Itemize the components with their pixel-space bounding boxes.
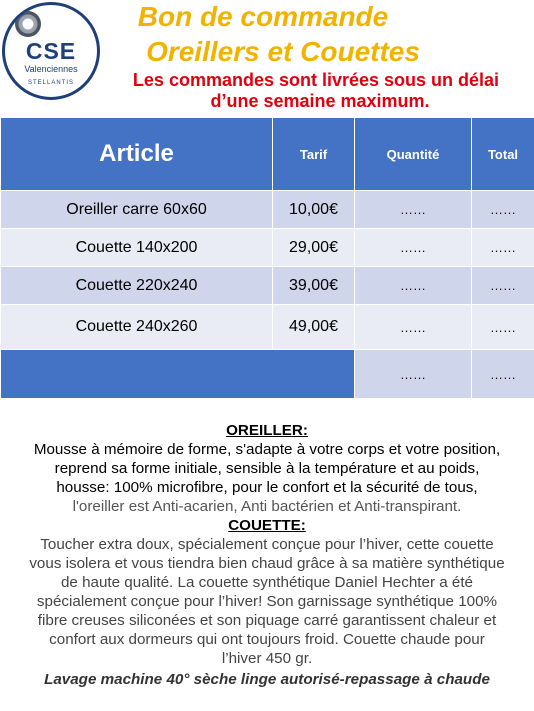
- couette-line: confort aux dormeurs qui ont toujours froid. Couette chaude pour: [49, 631, 485, 648]
- order-table: [0, 117, 534, 399]
- tarif-cell: 10,00€: [273, 191, 355, 229]
- article-cell: Couette 140x200: [1, 229, 273, 267]
- oreiller-line: Mousse à mémoire de forme, s'adapte à votre corps et votre position,: [33, 441, 501, 458]
- header-quantite: Quantité: [355, 118, 472, 191]
- delivery-notice-line1: Les commandes sont livrées sous un délai: [132, 70, 500, 90]
- oreiller-line: reprend sa forme initiale, sensible à la température et au poids,: [54, 460, 480, 477]
- total-field[interactable]: ……: [472, 229, 534, 267]
- logo-name: CSE: [25, 38, 77, 64]
- logo-city: Valenciennes: [24, 64, 78, 74]
- total-field[interactable]: ……: [472, 191, 534, 229]
- total-row-blank: [1, 350, 355, 399]
- couette-line: de haute qualité. La couette synthétique Daniel Hechter a été: [60, 574, 474, 591]
- care-instructions: Lavage machine 40° sèche linge autorisé-repassage à chaude: [44, 671, 490, 688]
- article-cell: Oreiller carre 60x60: [1, 191, 273, 229]
- page-title-line1: Bon de commande: [137, 1, 389, 32]
- cse-logo: [2, 2, 100, 100]
- couette-line: l’hiver 450 gr.: [221, 650, 313, 667]
- article-cell: Couette 220x240: [1, 267, 273, 305]
- table-row: [1, 191, 534, 229]
- couette-heading: COUETTE:: [228, 517, 306, 534]
- total-field[interactable]: ……: [472, 267, 534, 305]
- quantite-field[interactable]: ……: [355, 191, 472, 229]
- article-cell: Couette 240x260: [1, 305, 273, 350]
- tarif-cell: 29,00€: [273, 229, 355, 267]
- oreiller-line: housse: 100% microfibre, pour le confort et la sécurité de tous,: [56, 479, 478, 496]
- oreiller-heading: OREILLER:: [226, 422, 308, 439]
- table-row: [1, 229, 534, 267]
- header-article: Article: [1, 118, 273, 191]
- total-quantite-field[interactable]: ……: [355, 350, 472, 399]
- delivery-notice-line2: d’une semaine maximum.: [210, 91, 430, 111]
- header-total: Total: [472, 118, 534, 191]
- page-title-line2: Oreillers et Couettes: [146, 36, 420, 67]
- couette-line: spécialement conçue pour l’hiver! Son garnissage synthétique 100%: [36, 593, 498, 610]
- grand-total-field[interactable]: ……: [472, 350, 534, 399]
- table-row: [1, 267, 534, 305]
- quantite-field[interactable]: ……: [355, 267, 472, 305]
- table-header-row: [1, 118, 534, 191]
- quantite-field[interactable]: ……: [355, 305, 472, 350]
- tarif-cell: 49,00€: [273, 305, 355, 350]
- couette-line: fibre creuses siliconées et son piquage carré garantissent chaleur et: [37, 612, 497, 629]
- oreiller-line: l'oreiller est Anti-acarien, Anti bactérien et Anti-transpirant.: [72, 498, 462, 515]
- table-row: [1, 305, 534, 350]
- product-description: [0, 421, 534, 689]
- couette-line: Toucher extra doux, spécialement conçue pour l’hiver, cette couette: [40, 536, 494, 553]
- quantite-field[interactable]: ……: [355, 229, 472, 267]
- couette-line: vous isolera et vous tiendra bien chaud grâce à sa matière synthétique: [29, 555, 505, 572]
- total-field[interactable]: ……: [472, 305, 534, 350]
- header-tarif: Tarif: [273, 118, 355, 191]
- tarif-cell: 39,00€: [273, 267, 355, 305]
- gear-icon: [15, 11, 41, 37]
- logo-brand: STELLANTIS: [27, 80, 74, 86]
- table-total-row: [1, 350, 534, 399]
